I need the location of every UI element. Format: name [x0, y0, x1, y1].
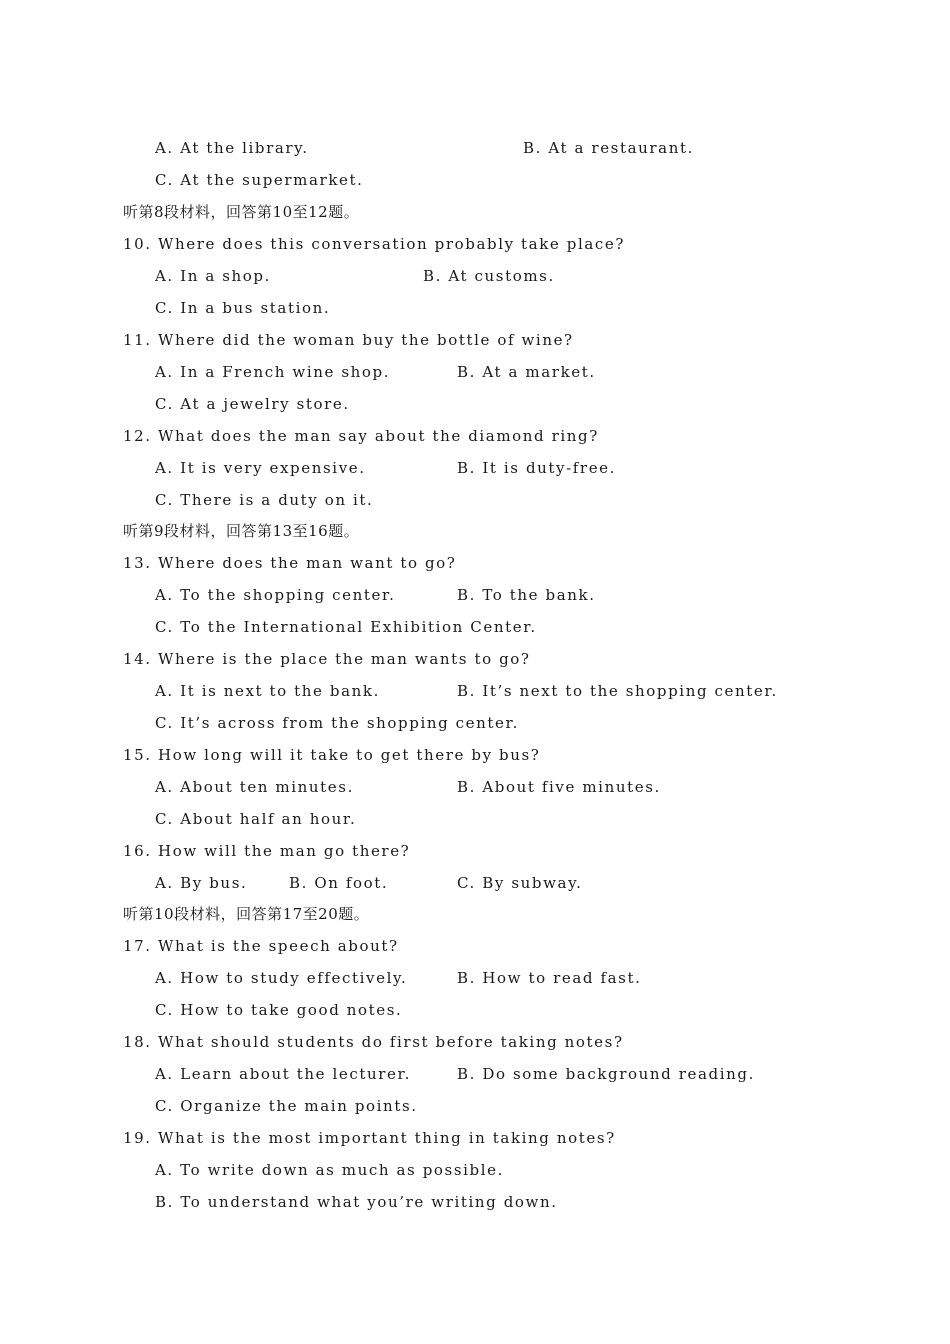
prev-option-a: A. At the library.: [155, 139, 309, 157]
question-10-stem: 10. Where does this conversation probably take place?: [123, 235, 626, 253]
question-15-option-a: A. About ten minutes.: [155, 778, 354, 796]
question-13-option-b: B. To the bank.: [457, 586, 596, 604]
question-19-option-a: A. To write down as much as possible.: [155, 1161, 504, 1179]
question-10-option-a: A. In a shop.: [155, 267, 271, 285]
section-8-header: 听第8段材料，回答第10至12题。: [123, 203, 360, 221]
question-16-option-a: A. By bus.: [155, 874, 248, 892]
question-18-stem: 18. What should students do first before taking notes?: [123, 1033, 624, 1051]
question-18-option-b: B. Do some background reading.: [457, 1065, 755, 1083]
question-14-stem: 14. Where is the place the man wants to go?: [123, 650, 531, 668]
question-17-stem: 17. What is the speech about?: [123, 937, 399, 955]
question-16-option-c: C. By subway.: [457, 874, 583, 892]
prev-option-c: C. At the supermarket.: [155, 171, 364, 189]
question-10-option-b: B. At customs.: [423, 267, 555, 285]
question-11-option-a: A. In a French wine shop.: [155, 363, 391, 381]
section-9-header: 听第9段材料，回答第13至16题。: [123, 522, 360, 540]
question-15-stem: 15. How long will it take to get there by bus?: [123, 746, 541, 764]
prev-option-b: B. At a restaurant.: [523, 139, 694, 157]
question-18-option-a: A. Learn about the lecturer.: [155, 1065, 412, 1083]
question-19-option-b: B. To understand what you’re writing down.: [155, 1193, 558, 1211]
question-18-option-c: C. Organize the main points.: [155, 1097, 418, 1115]
question-16-stem: 16. How will the man go there?: [123, 842, 411, 860]
question-17-option-c: C. How to take good notes.: [155, 1001, 403, 1019]
question-14-option-b: B. It’s next to the shopping center.: [457, 682, 778, 700]
question-17-option-b: B. How to read fast.: [457, 969, 642, 987]
question-15-option-b: B. About five minutes.: [457, 778, 661, 796]
question-13-option-a: A. To the shopping center.: [155, 586, 396, 604]
question-11-option-b: B. At a market.: [457, 363, 596, 381]
question-19-stem: 19. What is the most important thing in taking notes?: [123, 1129, 616, 1147]
question-15-option-c: C. About half an hour.: [155, 810, 357, 828]
section-10-header: 听第10段材料，回答第17至20题。: [123, 905, 370, 923]
question-11-stem: 11. Where did the woman buy the bottle of wine?: [123, 331, 574, 349]
question-13-stem: 13. Where does the man want to go?: [123, 554, 457, 572]
question-12-option-b: B. It is duty-free.: [457, 459, 617, 477]
question-10-option-c: C. In a bus station.: [155, 299, 331, 317]
question-12-option-c: C. There is a duty on it.: [155, 491, 374, 509]
question-11-option-c: C. At a jewelry store.: [155, 395, 350, 413]
question-12-stem: 12. What does the man say about the diamond ring?: [123, 427, 599, 445]
question-14-option-a: A. It is next to the bank.: [155, 682, 380, 700]
question-13-option-c: C. To the International Exhibition Center.: [155, 618, 537, 636]
question-12-option-a: A. It is very expensive.: [155, 459, 366, 477]
question-14-option-c: C. It’s across from the shopping center.: [155, 714, 520, 732]
question-17-option-a: A. How to study effectively.: [155, 969, 408, 987]
question-16-option-b: B. On foot.: [289, 874, 389, 892]
